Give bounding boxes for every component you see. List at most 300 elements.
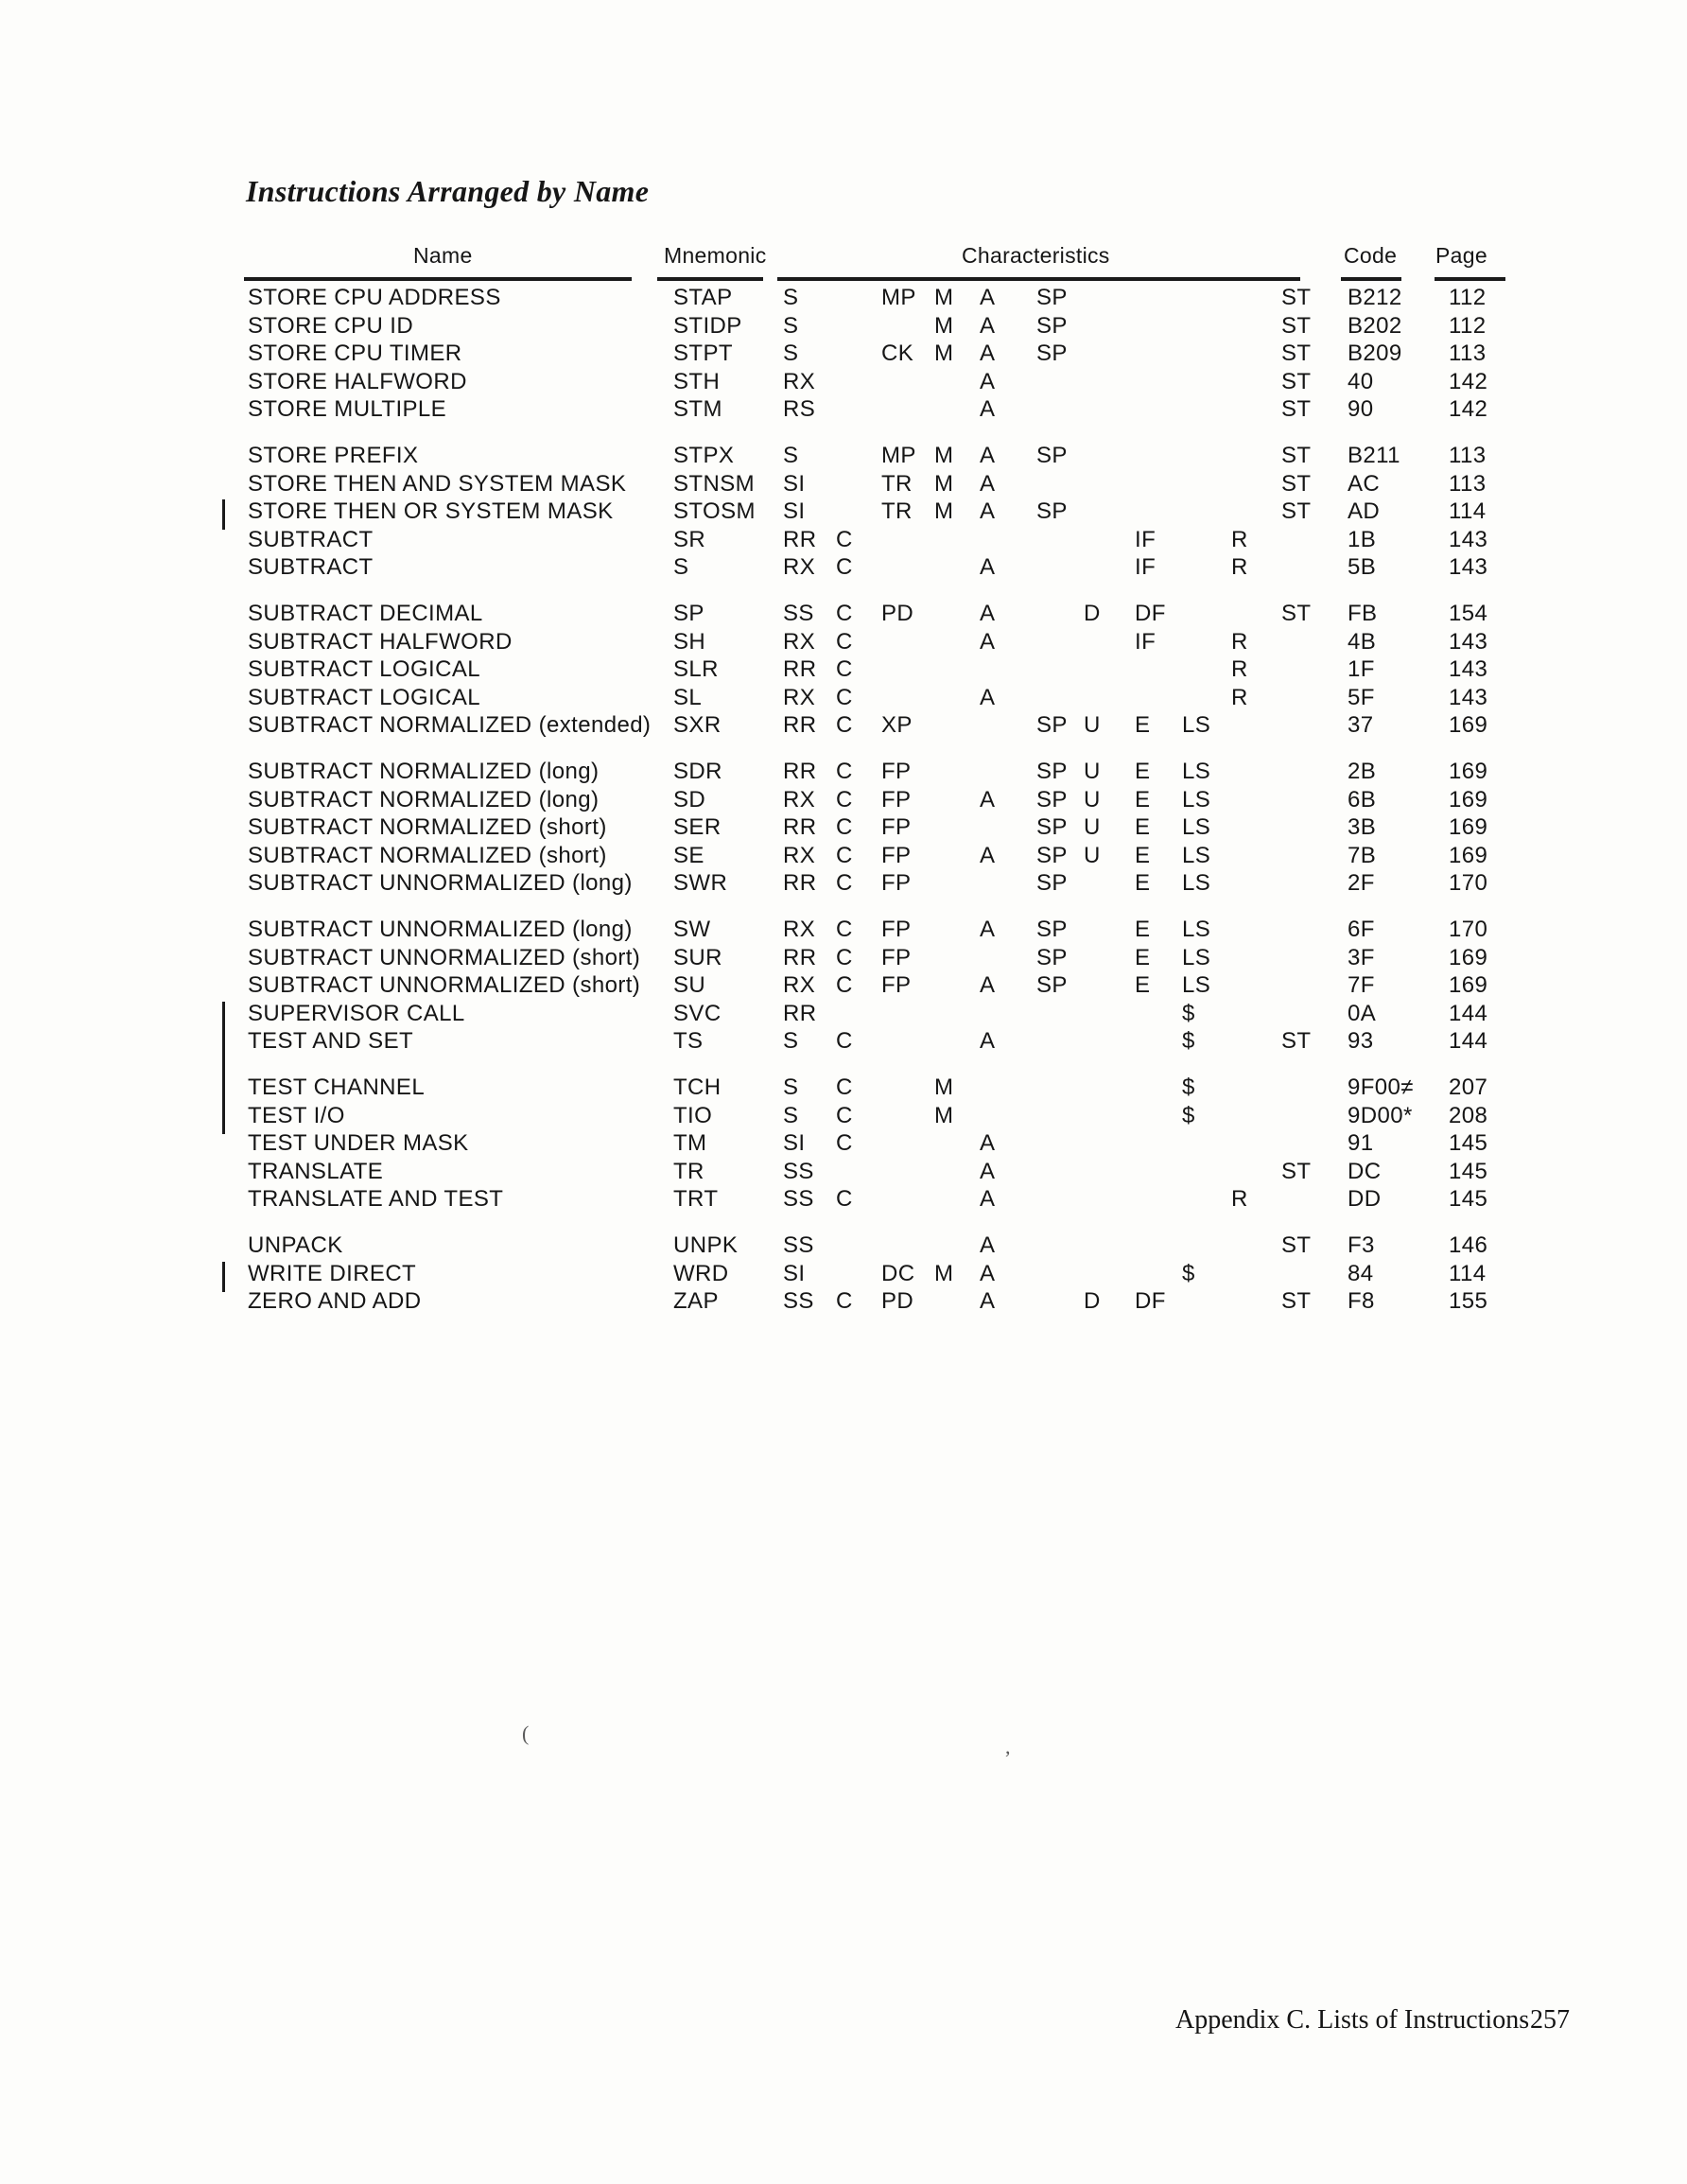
char-cell-format: SI [783,498,806,524]
page-cell: 113 [1449,443,1487,468]
mnemonic-cell: TRT [673,1186,719,1212]
mnemonic-cell: STPT [673,341,733,366]
char-cell-format: S [783,1075,799,1100]
mnemonic-column-rule [657,277,763,281]
instruction-name-cell: STORE HALFWORD [248,368,467,394]
char-cell-op: PD [881,601,914,626]
char-cell-sp: SP [1036,944,1068,970]
char-cell-st: ST [1281,368,1312,394]
char-cell-m: M [934,1260,954,1286]
char-cell-sp: SP [1036,341,1068,366]
char-cell-ls: $ [1182,1075,1195,1100]
char-cell-if: DF [1135,1288,1166,1314]
code-cell: 3B [1348,814,1377,840]
char-cell-format: RX [783,684,816,710]
page-cell: 143 [1449,684,1488,710]
char-cell-sp: SP [1036,759,1068,784]
code-cell: 84 [1348,1260,1374,1286]
instruction-name-cell: SUBTRACT UNNORMALIZED (long) [248,870,633,896]
char-cell-format: SS [783,601,814,626]
char-cell-cc: C [836,1130,853,1156]
instruction-name-cell: SUBTRACT DECIMAL [248,601,483,626]
mnemonic-cell: TIO [673,1102,713,1128]
char-cell-m: M [934,470,954,497]
char-cell-st: ST [1281,312,1312,339]
char-cell-sp: SP [1036,917,1068,942]
char-cell-a: A [980,972,996,998]
char-cell-if: E [1135,972,1151,998]
column-header-code: Code [1344,243,1398,268]
instruction-name-cell: STORE MULTIPLE [248,396,447,422]
instruction-name-cell: TRANSLATE AND TEST [248,1186,504,1212]
scan-artifact: ( [522,1721,530,1745]
char-cell-op: FP [881,972,912,998]
instruction-name-cell: STORE PREFIX [248,443,419,468]
char-cell-op: TR [881,470,913,497]
instruction-name-cell: STORE THEN OR SYSTEM MASK [248,498,614,524]
revision-change-bar [222,499,225,530]
char-cell-a: A [980,498,996,524]
char-cell-cc: C [836,944,853,970]
code-cell: 1F [1348,656,1375,682]
page-cell: 154 [1449,601,1488,626]
code-cell: 7B [1348,842,1377,868]
page-cell: 145 [1449,1130,1488,1156]
instruction-name-cell: SUBTRACT NORMALIZED (short) [248,842,607,868]
code-cell: 6B [1348,786,1377,812]
characteristics-column-rule [777,277,1300,281]
char-cell-a: A [980,1028,996,1054]
char-cell-u: U [1084,814,1101,840]
char-cell-if: IF [1135,554,1157,580]
char-cell-if: E [1135,870,1151,896]
char-cell-sp: SP [1036,842,1068,868]
mnemonic-cell: SD [673,786,706,812]
char-cell-format: SI [783,1260,806,1286]
char-cell-op: FP [881,917,912,942]
page-title: Instructions Arranged by Name [246,174,650,208]
instruction-name-cell: SUBTRACT NORMALIZED (long) [248,786,600,812]
char-cell-format: S [783,1102,799,1128]
char-cell-format: SS [783,1232,814,1258]
page-cell: 143 [1449,656,1488,682]
instruction-name-cell: ZERO AND ADD [248,1288,422,1314]
char-cell-ls: $ [1182,1260,1195,1286]
instruction-name-cell: TRANSLATE [248,1158,384,1184]
char-cell-a: A [980,1232,996,1258]
char-cell-a: A [980,917,996,942]
code-cell: AC [1348,470,1381,497]
mnemonic-cell: SLR [673,656,719,682]
code-cell: DC [1348,1158,1382,1184]
mnemonic-cell: TS [673,1028,704,1054]
char-cell-cc: C [836,1288,853,1314]
char-cell-format: S [783,341,799,366]
page-cell: 143 [1449,628,1488,655]
char-cell-format: RR [783,656,817,682]
code-cell: 1B [1348,526,1377,552]
char-cell-op: FP [881,944,912,970]
instruction-name-cell: SUBTRACT LOGICAL [248,656,481,682]
char-cell-cc: C [836,656,853,682]
char-cell-format: RX [783,554,816,580]
char-cell-op: MP [881,443,916,468]
char-cell-ls: $ [1182,1028,1195,1054]
instruction-name-cell: SUBTRACT UNNORMALIZED (short) [248,972,641,998]
page-cell: 169 [1449,786,1488,812]
column-header-characteristics: Characteristics [962,243,1110,268]
char-cell-op: FP [881,786,912,812]
mnemonic-cell: SUR [673,944,722,970]
char-cell-op: TR [881,498,913,524]
char-cell-sp: SP [1036,972,1068,998]
page-cell: 114 [1449,1260,1487,1286]
char-cell-ls: LS [1182,712,1211,738]
char-cell-format: SI [783,1130,806,1156]
char-cell-cc: C [836,759,853,784]
char-cell-a: A [980,285,996,310]
instruction-name-cell: SUBTRACT NORMALIZED (short) [248,814,607,840]
instruction-name-cell: SUBTRACT HALFWORD [248,628,513,655]
revision-change-bar [222,1262,225,1292]
code-cell: 40 [1348,368,1374,394]
char-cell-if: E [1135,842,1151,868]
char-cell-a: A [980,396,996,422]
char-cell-if: E [1135,917,1151,942]
column-header-name: Name [413,243,473,268]
page-cell: 112 [1449,285,1487,310]
code-cell: 6F [1348,917,1375,942]
char-cell-op: FP [881,870,912,896]
code-cell: B212 [1348,285,1402,310]
char-cell-cc: C [836,1075,853,1100]
char-cell-cc: C [836,814,853,840]
code-cell: 2F [1348,870,1375,896]
char-cell-st: ST [1281,1288,1312,1314]
code-cell: 5B [1348,554,1377,580]
char-cell-format: S [783,285,799,310]
char-cell-u: U [1084,786,1101,812]
footer-appendix-label: Appendix C. Lists of Instructions [1175,2005,1530,2035]
page-cell: 144 [1449,1028,1488,1054]
instruction-name-cell: STORE CPU ID [248,312,414,339]
char-cell-st: ST [1281,1232,1312,1258]
char-cell-ls: LS [1182,786,1211,812]
char-cell-format: RX [783,917,816,942]
instruction-name-cell: TEST I/O [248,1102,345,1128]
mnemonic-cell: SXR [673,712,722,738]
code-cell: B202 [1348,312,1402,339]
char-cell-format: RR [783,944,817,970]
code-cell: 9D00* [1348,1102,1413,1128]
char-cell-format: SI [783,470,806,497]
page-cell: 113 [1449,470,1487,497]
char-cell-cc: C [836,684,853,710]
code-cell: 5F [1348,684,1375,710]
char-cell-st: ST [1281,498,1312,524]
char-cell-ls: LS [1182,842,1211,868]
instruction-name-cell: SUBTRACT [248,526,374,552]
char-cell-r: R [1231,684,1248,710]
code-column-rule [1341,277,1401,281]
char-cell-ls: LS [1182,870,1211,896]
char-cell-if: IF [1135,526,1157,552]
page-cell: 146 [1449,1232,1488,1258]
mnemonic-cell: SR [673,526,706,552]
page-cell: 169 [1449,759,1488,784]
char-cell-ls: LS [1182,759,1211,784]
char-cell-format: RX [783,628,816,655]
scan-artifact: , [1005,1735,1011,1758]
char-cell-st: ST [1281,285,1312,310]
char-cell-cc: C [836,842,853,868]
code-cell: 2B [1348,759,1377,784]
char-cell-ls: LS [1182,917,1211,942]
char-cell-m: M [934,341,954,366]
char-cell-op: MP [881,285,916,310]
char-cell-format: RS [783,396,816,422]
page-cell: 142 [1449,368,1488,394]
code-cell: DD [1348,1186,1382,1212]
char-cell-m: M [934,1102,954,1128]
char-cell-format: SS [783,1186,814,1212]
char-cell-op: DC [881,1260,915,1286]
char-cell-sp: SP [1036,814,1068,840]
mnemonic-cell: UNPK [673,1232,739,1258]
page-cell: 143 [1449,526,1488,552]
char-cell-op: FP [881,842,912,868]
char-cell-if: DF [1135,601,1166,626]
char-cell-sp: SP [1036,285,1068,310]
char-cell-cc: C [836,526,853,552]
mnemonic-cell: STH [673,368,721,394]
mnemonic-cell: SER [673,814,722,840]
char-cell-st: ST [1281,341,1312,366]
char-cell-format: RR [783,759,817,784]
page-cell: 169 [1449,814,1488,840]
char-cell-r: R [1231,628,1248,655]
revision-change-bar [222,1002,225,1134]
instruction-name-cell: TEST CHANNEL [248,1075,426,1100]
page-cell: 208 [1449,1102,1488,1128]
char-cell-m: M [934,498,954,524]
instruction-name-cell: STORE CPU ADDRESS [248,285,501,310]
instruction-name-cell: SUBTRACT NORMALIZED (extended) [248,712,652,738]
char-cell-a: A [980,1186,996,1212]
char-cell-ls: LS [1182,972,1211,998]
instruction-name-cell: STORE THEN AND SYSTEM MASK [248,470,627,497]
code-cell: 7F [1348,972,1375,998]
char-cell-a: A [980,312,996,339]
char-cell-cc: C [836,1102,853,1128]
char-cell-cc: C [836,786,853,812]
page-cell: 169 [1449,944,1488,970]
instruction-name-cell: TEST UNDER MASK [248,1130,469,1156]
char-cell-a: A [980,443,996,468]
char-cell-cc: C [836,1028,853,1054]
char-cell-if: E [1135,712,1151,738]
char-cell-st: ST [1281,1158,1312,1184]
char-cell-st: ST [1281,443,1312,468]
char-cell-r: R [1231,1186,1248,1212]
page-cell: 170 [1449,917,1488,942]
mnemonic-cell: S [673,554,689,580]
instruction-name-cell: SUBTRACT [248,554,374,580]
char-cell-a: A [980,1158,996,1184]
instruction-name-cell: SUBTRACT UNNORMALIZED (long) [248,917,633,942]
mnemonic-cell: SVC [673,1000,722,1026]
column-header-mnemonic: Mnemonic [664,243,767,268]
mnemonic-cell: SL [673,684,703,710]
char-cell-a: A [980,628,996,655]
char-cell-op: CK [881,341,914,366]
char-cell-m: M [934,1075,954,1100]
char-cell-r: R [1231,554,1248,580]
page-cell: 169 [1449,842,1488,868]
char-cell-a: A [980,786,996,812]
char-cell-format: S [783,312,799,339]
char-cell-sp: SP [1036,498,1068,524]
instruction-name-cell: UNPACK [248,1232,343,1258]
page-cell: 145 [1449,1158,1488,1184]
char-cell-cc: C [836,601,853,626]
char-cell-op: PD [881,1288,914,1314]
instruction-name-cell: STORE CPU TIMER [248,341,462,366]
char-cell-cc: C [836,628,853,655]
code-cell: 90 [1348,396,1374,422]
code-cell: F3 [1348,1232,1375,1258]
mnemonic-cell: STPX [673,443,735,468]
char-cell-cc: C [836,1186,853,1212]
char-cell-format: RX [783,368,816,394]
page-cell: 207 [1449,1075,1488,1100]
column-header-page: Page [1435,243,1487,268]
page-cell: 112 [1449,312,1487,339]
page-cell: 155 [1449,1288,1488,1314]
char-cell-ls: $ [1182,1102,1195,1128]
char-cell-m: M [934,312,954,339]
char-cell-if: E [1135,814,1151,840]
char-cell-sp: SP [1036,312,1068,339]
char-cell-if: E [1135,786,1151,812]
char-cell-if: E [1135,759,1151,784]
code-cell: 37 [1348,712,1374,738]
mnemonic-cell: WRD [673,1260,729,1286]
char-cell-sp: SP [1036,712,1068,738]
mnemonic-cell: SE [673,842,704,868]
code-cell: 4B [1348,628,1377,655]
char-cell-a: A [980,842,996,868]
mnemonic-cell: STM [673,396,722,422]
char-cell-format: RX [783,842,816,868]
char-cell-ls: $ [1182,1000,1195,1026]
char-cell-a: A [980,1130,996,1156]
instruction-name-cell: SUBTRACT NORMALIZED (long) [248,759,600,784]
code-cell: 91 [1348,1130,1374,1156]
mnemonic-cell: TM [673,1130,707,1156]
char-cell-u: U [1084,712,1101,738]
mnemonic-cell: STNSM [673,470,755,497]
char-cell-a: A [980,554,996,580]
char-cell-cc: C [836,972,853,998]
char-cell-ls: LS [1182,814,1211,840]
page-cell: 113 [1449,341,1487,366]
char-cell-op: FP [881,759,912,784]
page-cell: 170 [1449,870,1488,896]
mnemonic-cell: SW [673,917,711,942]
char-cell-op: XP [881,712,913,738]
page-cell: 169 [1449,972,1488,998]
page-cell: 169 [1449,712,1488,738]
char-cell-a: A [980,1260,996,1286]
code-cell: AD [1348,498,1381,524]
code-cell: F8 [1348,1288,1375,1314]
instruction-name-cell: WRITE DIRECT [248,1260,417,1286]
char-cell-sp: SP [1036,870,1068,896]
char-cell-ls: LS [1182,944,1211,970]
char-cell-a: A [980,601,996,626]
instruction-name-cell: SUPERVISOR CALL [248,1000,465,1026]
char-cell-format: RR [783,712,817,738]
char-cell-a: A [980,341,996,366]
page-cell: 114 [1449,498,1487,524]
page-column-rule [1435,277,1505,281]
mnemonic-cell: SDR [673,759,722,784]
char-cell-cc: C [836,917,853,942]
code-cell: B209 [1348,341,1402,366]
char-cell-r: R [1231,656,1248,682]
mnemonic-cell: SU [673,972,706,998]
page-cell: 142 [1449,396,1488,422]
char-cell-format: S [783,1028,799,1054]
char-cell-u: U [1084,842,1101,868]
char-cell-st: ST [1281,396,1312,422]
instruction-name-cell: SUBTRACT UNNORMALIZED (short) [248,944,641,970]
code-cell: FB [1348,601,1378,626]
char-cell-cc: C [836,712,853,738]
code-cell: 0A [1348,1000,1377,1026]
code-cell: 93 [1348,1028,1374,1054]
code-cell: B211 [1348,443,1400,468]
mnemonic-cell: SP [673,601,704,626]
char-cell-format: SS [783,1288,814,1314]
char-cell-a: A [980,684,996,710]
char-cell-if: IF [1135,628,1157,655]
char-cell-cc: C [836,870,853,896]
char-cell-format: RX [783,786,816,812]
char-cell-format: RR [783,870,817,896]
char-cell-st: ST [1281,601,1312,626]
char-cell-u: U [1084,759,1101,784]
char-cell-sp: SP [1036,786,1068,812]
mnemonic-cell: STAP [673,285,733,310]
instruction-name-cell: TEST AND SET [248,1028,414,1054]
mnemonic-cell: TR [673,1158,704,1184]
page-cell: 143 [1449,554,1488,580]
mnemonic-cell: TCH [673,1075,722,1100]
code-cell: 9F00≠ [1348,1075,1414,1100]
char-cell-cc: C [836,554,853,580]
char-cell-if: E [1135,944,1151,970]
char-cell-st: ST [1281,1028,1312,1054]
page-cell: 145 [1449,1186,1488,1212]
footer-page-number: 257 [1530,2005,1570,2035]
char-cell-format: RX [783,972,816,998]
mnemonic-cell: STOSM [673,498,756,524]
instruction-name-cell: SUBTRACT LOGICAL [248,684,481,710]
mnemonic-cell: STIDP [673,312,742,339]
code-cell: 3F [1348,944,1375,970]
